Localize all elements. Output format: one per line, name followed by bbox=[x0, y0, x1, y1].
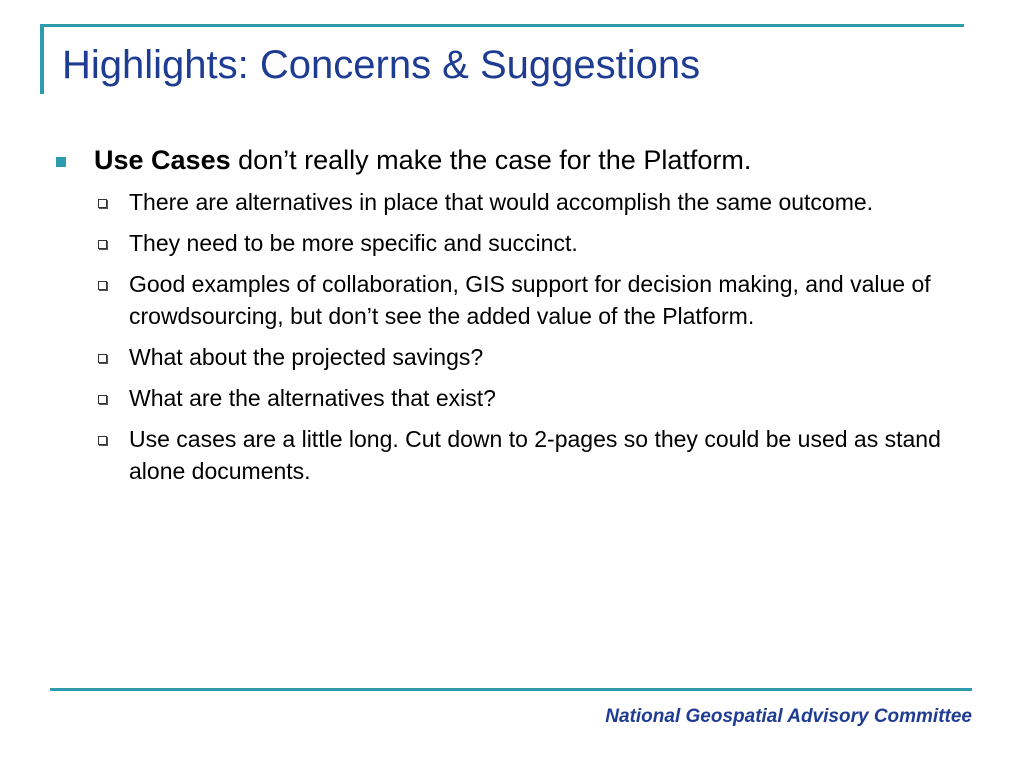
sub-bullet-text: There are alternatives in place that would accomplish the same outcome. bbox=[129, 189, 874, 216]
filled-square-bullet-icon bbox=[56, 157, 66, 167]
sub-bullet-text: Good examples of collaboration, GIS support for decision making, and value of crowdsourcing, but don’t see the added value of the Platform. bbox=[129, 271, 931, 330]
title-frame-top-line bbox=[40, 24, 964, 27]
footer-organization: National Geospatial Advisory Committee bbox=[605, 706, 972, 727]
sub-bullet-list bbox=[56, 186, 976, 487]
hollow-square-bullet-icon bbox=[98, 240, 107, 249]
footer-divider bbox=[50, 688, 972, 691]
hollow-square-bullet-icon bbox=[98, 395, 107, 404]
main-bullet bbox=[56, 144, 976, 176]
hollow-square-bullet-icon bbox=[98, 436, 107, 445]
slide-title: Highlights: Concerns & Suggestions bbox=[62, 43, 701, 87]
sub-bullet bbox=[98, 186, 976, 218]
main-bullet-bold: Use Cases bbox=[94, 145, 231, 175]
sub-bullet bbox=[98, 227, 976, 259]
sub-bullet-text: Use cases are a little long. Cut down to 2-pages so they could be used as stand alone documents. bbox=[129, 426, 941, 485]
sub-bullet-text: What are the alternatives that exist? bbox=[129, 385, 496, 412]
hollow-square-bullet-icon bbox=[98, 354, 107, 363]
main-bullet-rest: don’t really make the case for the Platform. bbox=[230, 145, 752, 175]
sub-bullet-text: They need to be more specific and succinct. bbox=[129, 230, 578, 257]
main-bullet-text bbox=[94, 144, 751, 176]
sub-bullet-text: What about the projected savings? bbox=[129, 344, 484, 371]
sub-bullet bbox=[98, 268, 976, 332]
sub-bullet bbox=[98, 341, 976, 373]
title-frame-left-line bbox=[40, 24, 44, 94]
slide-content bbox=[56, 144, 976, 496]
hollow-square-bullet-icon bbox=[98, 281, 107, 290]
hollow-square-bullet-icon bbox=[98, 199, 107, 208]
sub-bullet bbox=[98, 423, 976, 487]
sub-bullet bbox=[98, 382, 976, 414]
